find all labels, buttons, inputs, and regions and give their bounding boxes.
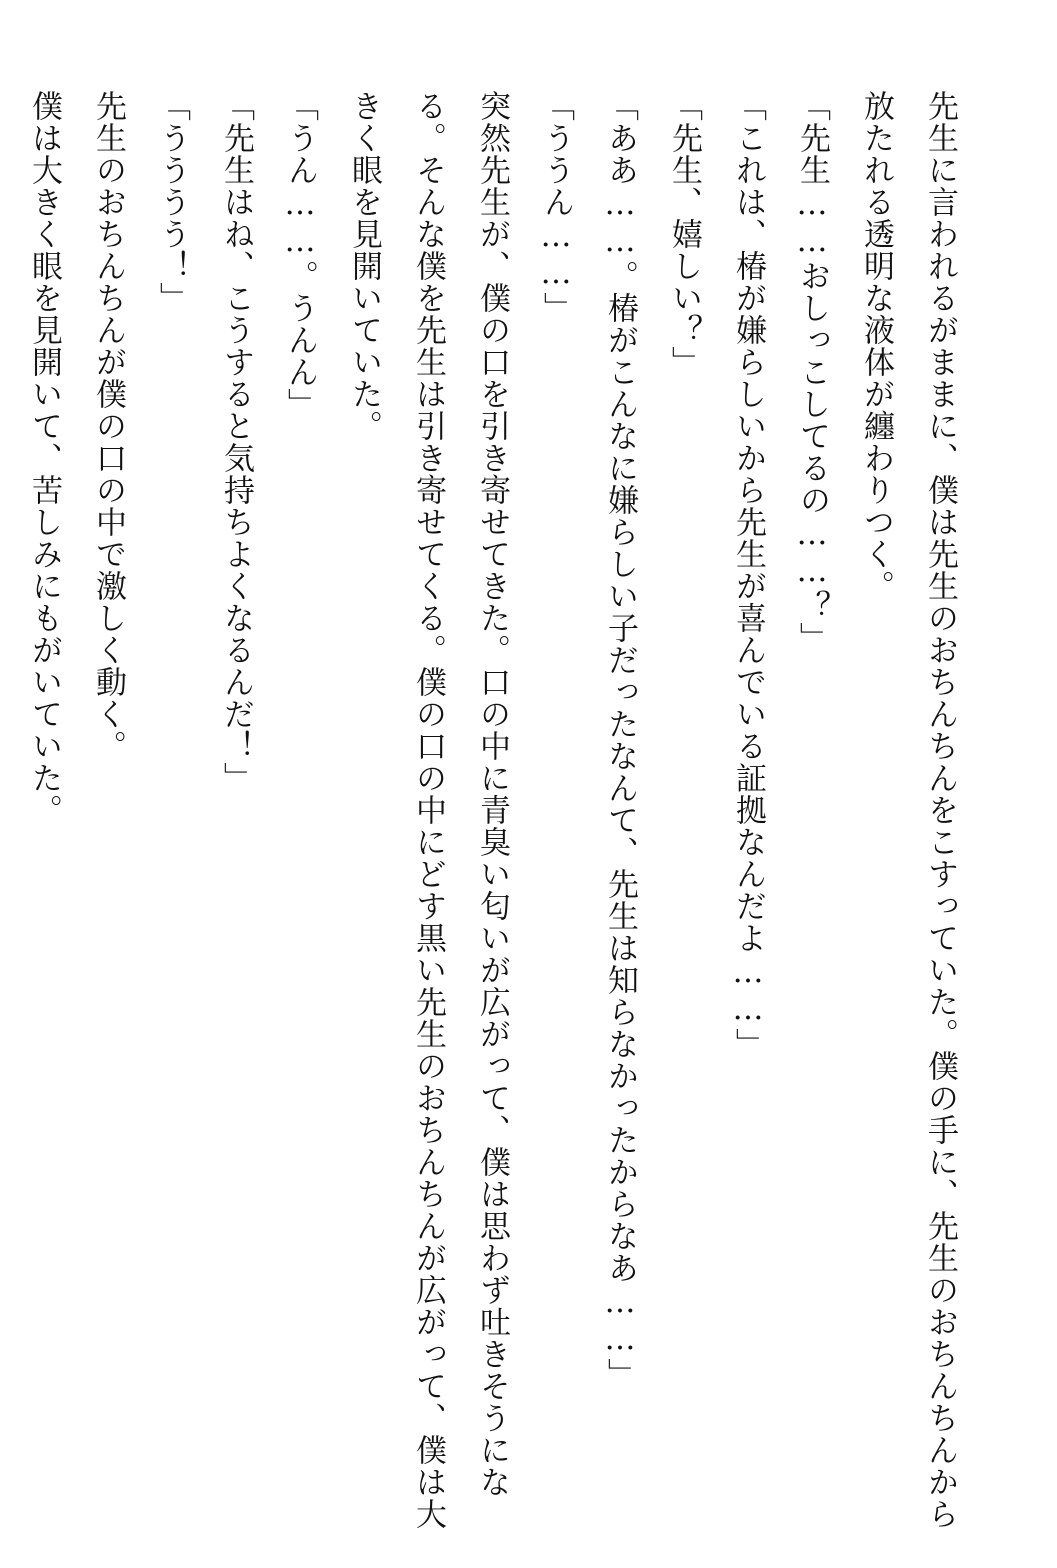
vertical-text-body [12,90,972,1530]
dialogue-line: 「うううう！」 [154,90,190,314]
narration-line: 突然先生が、僕の口を引き寄せてきた。口の中に青臭い匂いが広がって、僕は思わず吐きそうになる。そんな僕を先生は引き寄せてくる。僕の口の中にどす黒い先生のおちんちんが広がって、僕は大きく眼を見開いていた。 [346,90,510,1530]
narration-line: 僕は大きく眼を見開いて、苦しみにもがいていた。 [26,90,62,826]
narration-line: 先生のおちんちんが僕の口の中で激しく動く。 [90,90,126,762]
narration-line: 先生に言われるがままに、僕は先生のおちんちんをこすっていた。僕の手に、先生のおちんちんから放たれる透明な液体が纏わりつく。 [858,90,958,1530]
dialogue-line: 「ああ……。椿がこんなに嫌らしい子だったなんて、先生は知らなかったからなあ……」 [602,90,638,1390]
dialogue-line: 「先生……おしっこしてるの……？」 [794,90,830,654]
dialogue-line: 「これは、椿が嫌らしいから先生が喜んでいる証拠なんだよ……」 [730,90,766,1060]
dialogue-line: 「ううん……」 [538,90,574,324]
dialogue-line: 「うん……。うんん」 [282,90,318,420]
dialogue-line: 「先生、嬉しい？」 [666,90,702,378]
dialogue-line: 「先生はね、こうすると気持ちよくなるんだ！」 [218,90,254,794]
